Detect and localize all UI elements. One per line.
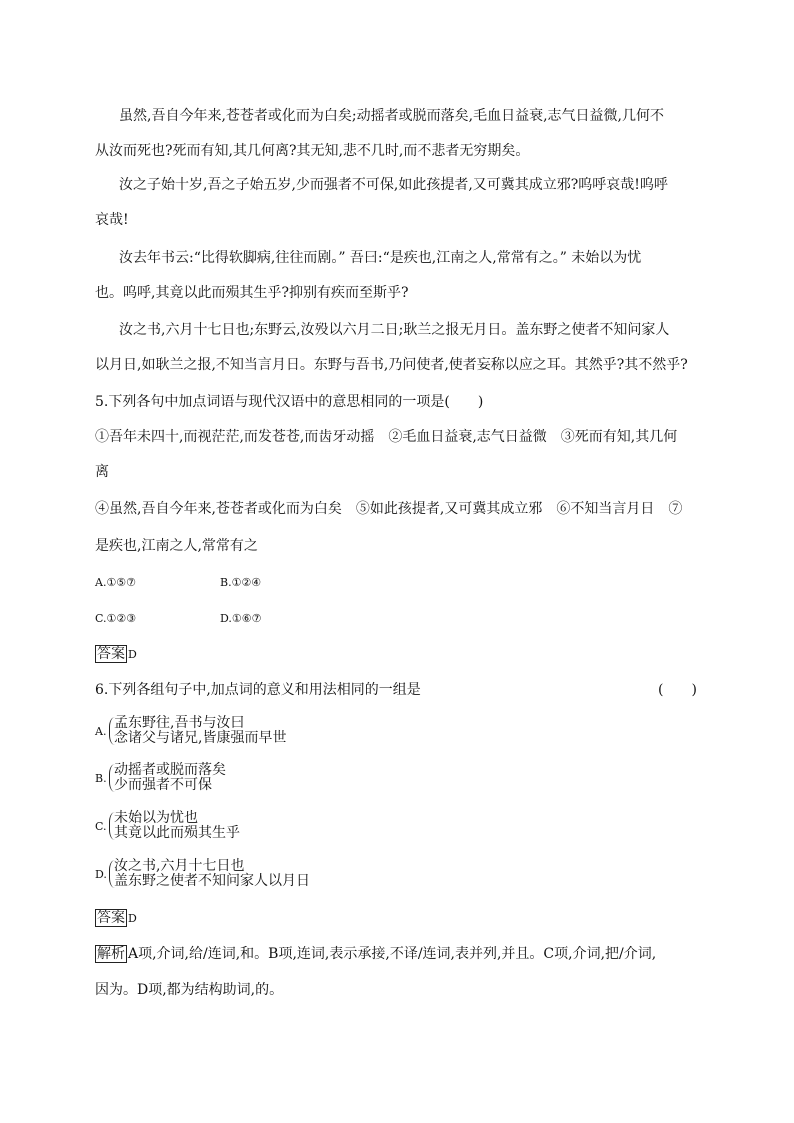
q5-option-b: B.①②④: [220, 576, 262, 589]
q6-analysis-line1: [95, 945, 656, 963]
q6-analysis-label: 解析: [97, 946, 125, 962]
q6-paren: ( ): [658, 682, 697, 698]
q5-items-line1: ①吾年未四十,而视茫茫,而发苍苍,而齿牙动摇 ②毛血日益衰,志气日益微 ③死而有知,其几何: [95, 429, 678, 445]
passage-p4-line1: 汝之书,六月十七日也;东野云,汝殁以六月二日;耿兰之报无月日。盖东野之使者不知问家人: [119, 322, 670, 338]
q5-items-line4: 是疾也,江南之人,常常有之: [95, 538, 258, 554]
q5-option-a: A.①⑤⑦: [95, 576, 137, 589]
q5-items-line3: ④虽然,吾自今年来,苍苍者或化而为白矣 ⑤如此孩提者,又可冀其成立邪 ⑥不知当言月日 ⑦: [95, 501, 683, 517]
q6-group-c-letter: C.: [95, 820, 107, 833]
q6-group-b-top: 动摇者或脱而落矣: [114, 762, 226, 778]
passage-p2-line1: 汝之子始十岁,吾之子始五岁,少而强者不可保,如此孩提者,又可冀其成立邪?呜呼哀哉!呜呼: [119, 177, 668, 193]
q5-items-line2: 离: [95, 464, 109, 480]
passage-p3-line1: 汝去年书云:“比得软脚病,往往而剧。” 吾曰:“是疾也,江南之人,常常有之。” 未始以为忧: [119, 250, 642, 266]
q6-group-a-letter: A.: [95, 725, 107, 738]
q5-stem: 5.下列各句中加点词语与现代汉语中的意思相同的一项是( ): [95, 394, 484, 410]
q6-group-d-bottom: 盖东野之使者不知问家人以月日: [114, 873, 310, 889]
q6-group-b-letter: B.: [95, 772, 107, 785]
q6-analysis-line2: 因为。D项,都为结构助词,的。: [95, 982, 284, 998]
passage-p3-line2: 也。呜呼,其竟以此而殒其生乎?抑别有疾而至斯乎?: [95, 285, 409, 301]
q6-group-a-bottom: 念诸父与诸兄,皆康强而早世: [114, 730, 287, 746]
q6-stem: 6.下列各组句子中,加点词的意义和用法相同的一组是: [95, 682, 421, 698]
q6-group-c-top: 未始以为忧也: [114, 810, 198, 826]
q6-answer-label: 答案: [97, 910, 125, 926]
q6-group-d-top: 汝之书,六月十七日也: [114, 858, 245, 874]
q5-option-c: C.①②③: [95, 612, 137, 625]
passage-p1-line2: 从汝而死也?死而有知,其几何离?其无知,悲不几时,而不悲者无穷期矣。: [95, 143, 530, 159]
q6-answer-value: D: [128, 912, 137, 925]
q5-option-d: D.①⑥⑦: [220, 612, 262, 625]
q5-answer-label: 答案: [97, 646, 125, 662]
passage-p2-line2: 哀哉!: [95, 212, 129, 228]
q6-group-d-letter: D.: [95, 868, 107, 881]
passage-p4-line2: 以月日,如耿兰之报,不知当言月日。东野与吾书,乃问使者,使者妄称以应之耳。其然乎?其不然乎?: [95, 357, 688, 373]
q6-answer: [95, 909, 137, 928]
q5-answer: [95, 645, 137, 664]
passage-p1-line1: 虽然,吾自今年来,苍苍者或化而为白矣;动摇者或脱而落矣,毛血日益衰,志气日益微,几何不: [119, 108, 664, 124]
q6-group-a-top: 孟东野往,吾书与汝曰: [114, 715, 245, 731]
q6-group-c-bottom: 其竟以此而殒其生乎: [114, 825, 240, 841]
q5-answer-value: D: [128, 648, 137, 661]
q6-analysis-text1: A项,介词,给/连词,和。B项,连词,表示承接,不译/连词,表并列,并且。C项,介词,把/介词,: [128, 946, 657, 962]
q6-group-b-bottom: 少而强者不可保: [114, 777, 212, 793]
